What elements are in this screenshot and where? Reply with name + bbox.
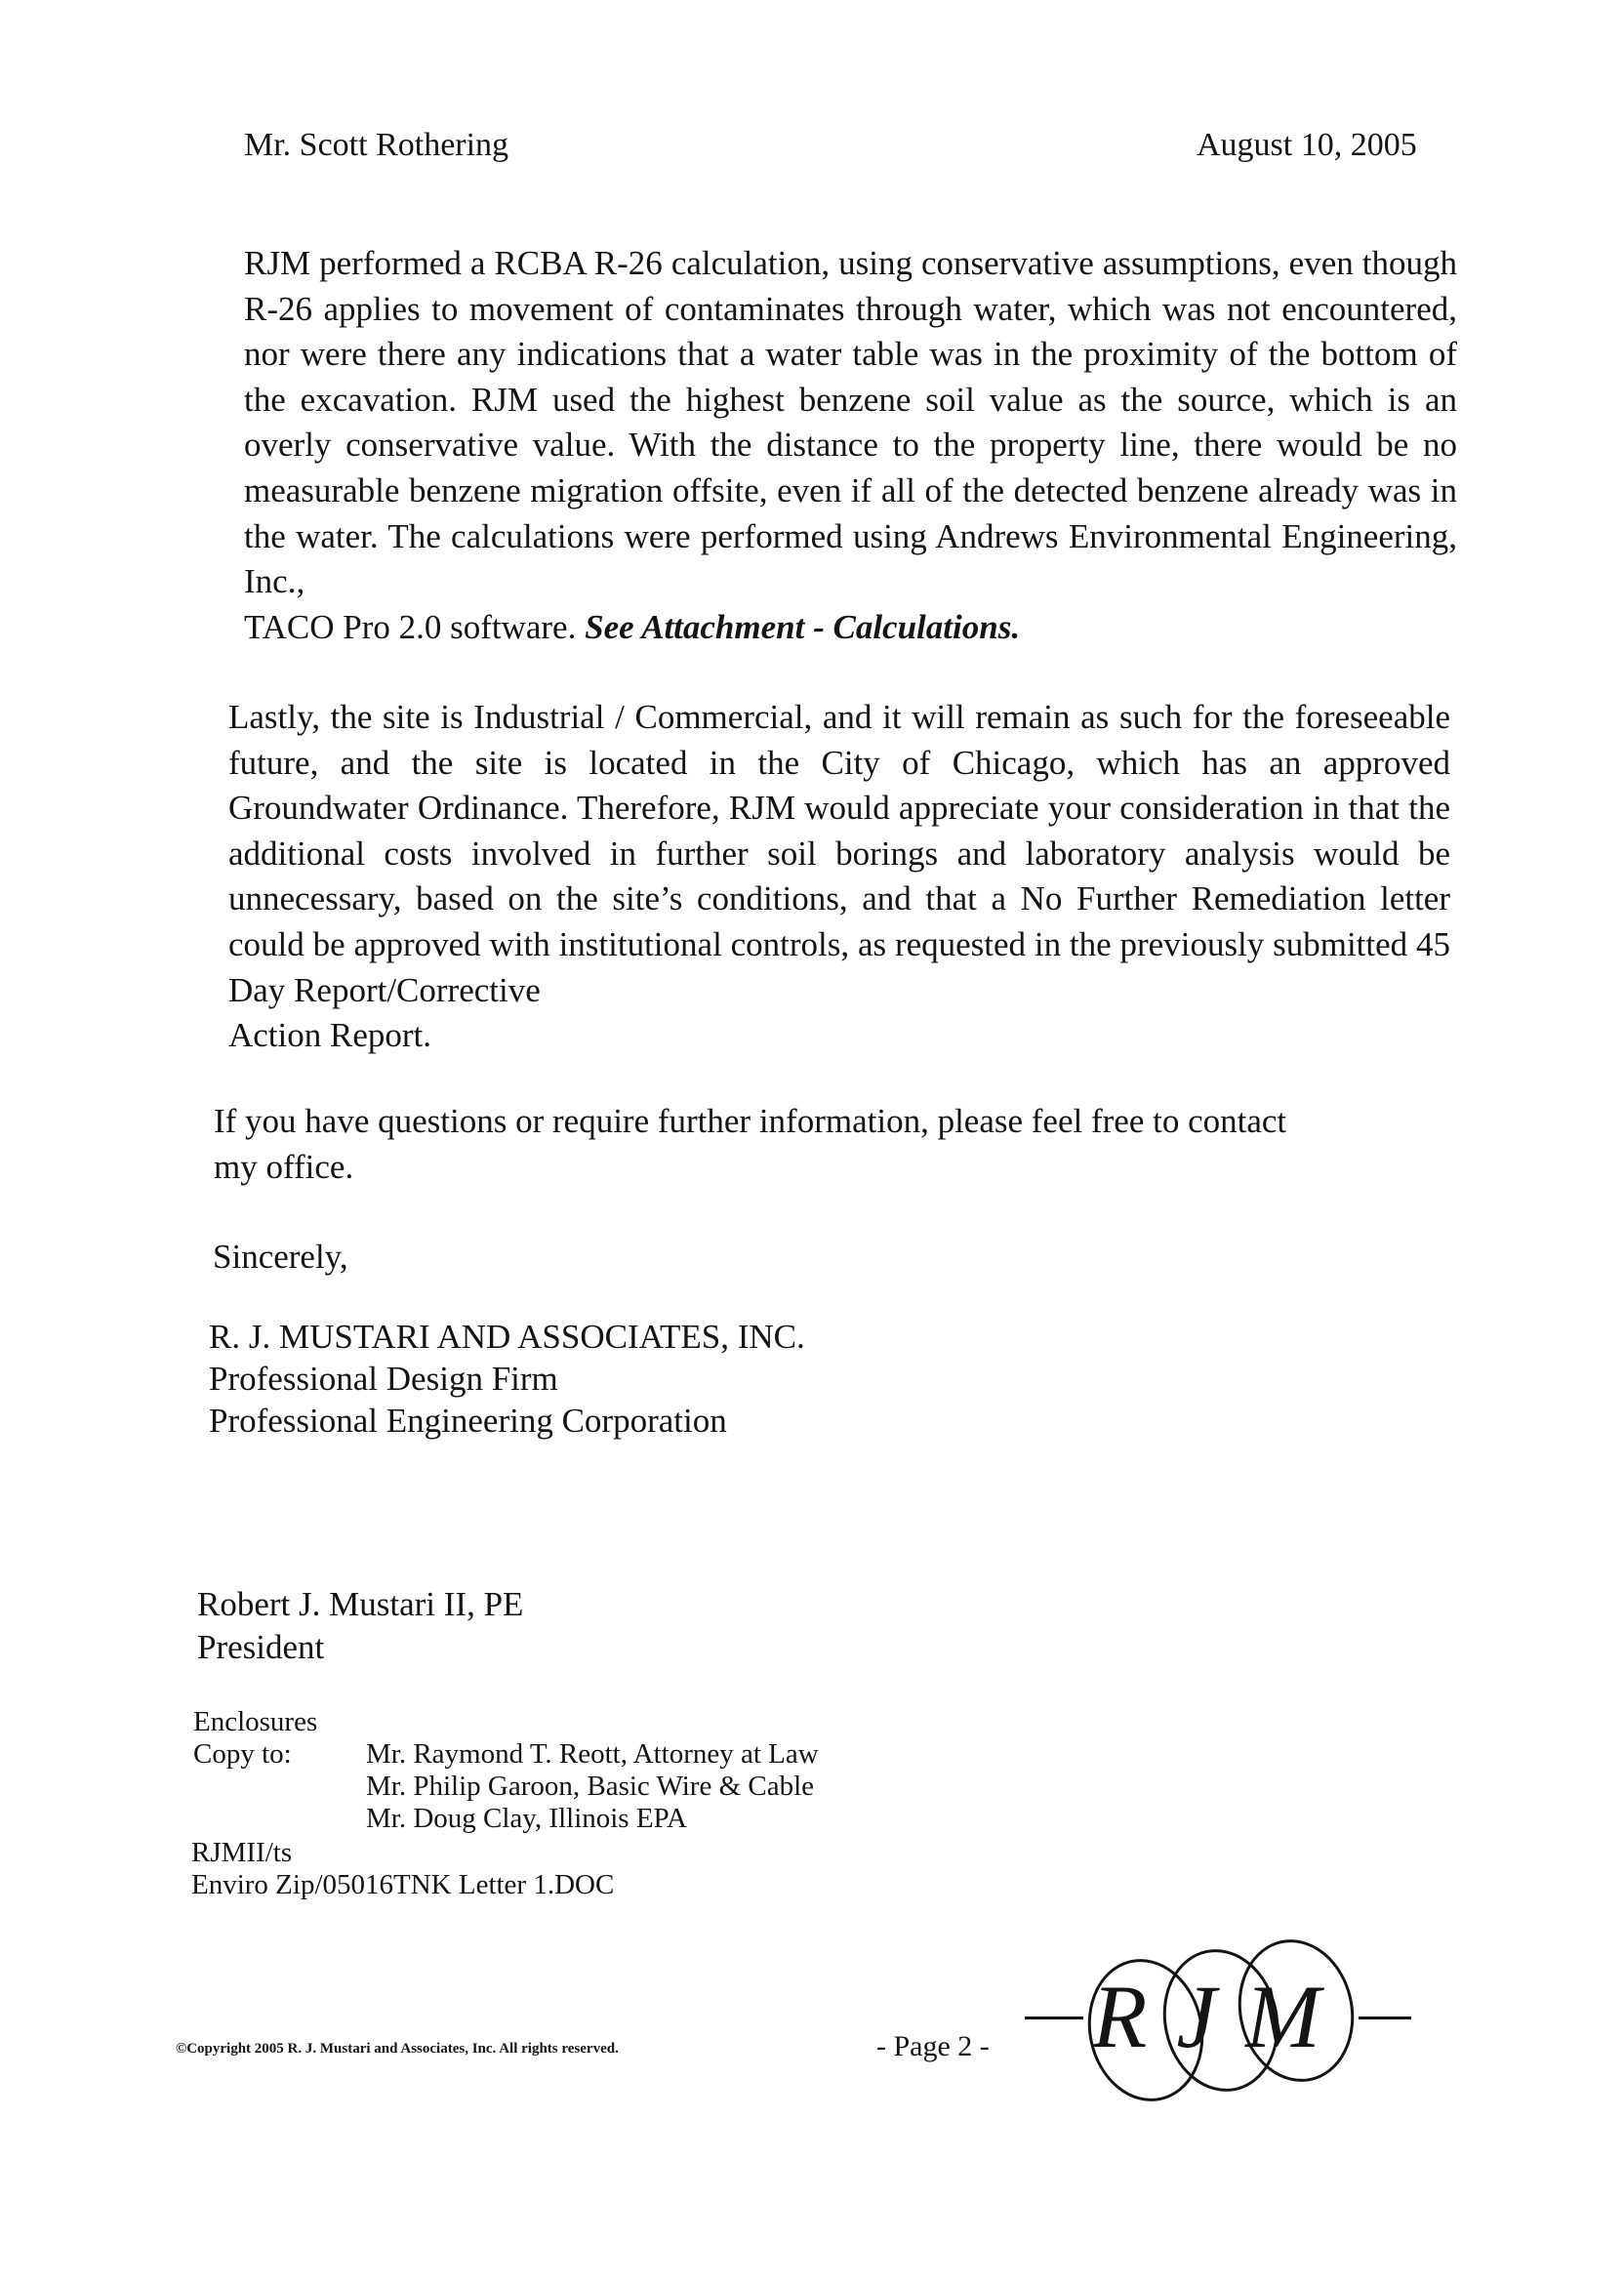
closing-block bbox=[209, 1316, 805, 1442]
enclosures-label: Enclosures bbox=[193, 1706, 318, 1737]
copy-recipient-garoon: Mr. Philip Garoon, Basic Wire & Cable bbox=[366, 1771, 815, 1802]
paragraph-site-conditions-text: Lastly, the site is Industrial / Commercial, and it will remain as such for the foreseeable future, and the site is located in the City of Chicago, which has an approved Groundwater Ordinance. Therefore, RJM would appreciate your consideration in that the additional costs involved in further soil borings and laboratory analysis would be unnecessary, based on the site’s conditions, and that a No Further Remediation letter could be approved with institutional controls, as requested in the previously submitted 45 Day Report/Corrective bbox=[228, 698, 1450, 1009]
paragraph-calculation-software: TACO Pro 2.0 software. bbox=[244, 607, 577, 646]
paragraph-site-conditions bbox=[228, 695, 1450, 1059]
rjm-logo bbox=[1079, 1937, 1362, 2108]
paragraph-contact-text: If you have questions or require further information, please feel free to contact bbox=[214, 1102, 1287, 1140]
paragraph-calculation-text: RJM performed a RCBA R-26 calculation, using conservative assumptions, even though R-26 applies to movement of contaminates through water, which was not encountered, nor were there any indications that a water table was in the proximity of the bottom of the excavation. RJM used the highest benzene soil value as the source, which is an overly conservative value. With the distance to the property line, there would be no measurable benzene migration offsite, even if all of the detected benzene already was in the water. The calculations were performed using Andrews Environmental Engineering, Inc., bbox=[244, 244, 1457, 601]
signer-title: President bbox=[197, 1628, 325, 1666]
copy-recipient-clay: Mr. Doug Clay, Illinois EPA bbox=[366, 1803, 687, 1834]
paragraph-calculation bbox=[244, 241, 1457, 650]
logo-monogram: RJM bbox=[1092, 1967, 1350, 2066]
logo-rule-left bbox=[1025, 2017, 1083, 2019]
letter-date: August 10, 2005 bbox=[1197, 127, 1417, 163]
company-name: R. J. MUSTARI AND ASSOCIATES, INC. bbox=[209, 1318, 805, 1356]
paragraph-site-conditions-last-line: Action Report. bbox=[228, 1016, 432, 1055]
recipient-name: Mr. Scott Rothering bbox=[244, 127, 509, 163]
page-number: - Page 2 - bbox=[876, 2030, 990, 2062]
paragraph-contact bbox=[214, 1099, 1443, 1190]
typist-initials: RJMII/ts bbox=[191, 1837, 293, 1868]
signer-block bbox=[197, 1583, 523, 1669]
signer-name: Robert J. Mustari II, PE bbox=[197, 1585, 524, 1623]
company-line-engineering: Professional Engineering Corporation bbox=[209, 1402, 727, 1440]
paragraph-contact-last-line: my office. bbox=[214, 1147, 354, 1186]
copyright-notice: ©Copyright 2005 R. J. Mustari and Associates, Inc. All rights reserved. bbox=[176, 2041, 619, 2057]
copy-list bbox=[366, 1738, 819, 1835]
attachment-reference: See Attachment - Calculations. bbox=[585, 607, 1021, 646]
logo-rule-right bbox=[1359, 2017, 1411, 2019]
copy-recipient-reott: Mr. Raymond T. Reott, Attorney at Law bbox=[366, 1738, 819, 1770]
file-path: Enviro Zip/05016TNK Letter 1.DOC bbox=[191, 1869, 615, 1900]
salutation: Sincerely, bbox=[213, 1238, 348, 1276]
copy-to-label: Copy to: bbox=[193, 1738, 292, 1770]
paragraph-calculation-last-line bbox=[244, 605, 1457, 651]
company-line-design: Professional Design Firm bbox=[209, 1360, 558, 1398]
